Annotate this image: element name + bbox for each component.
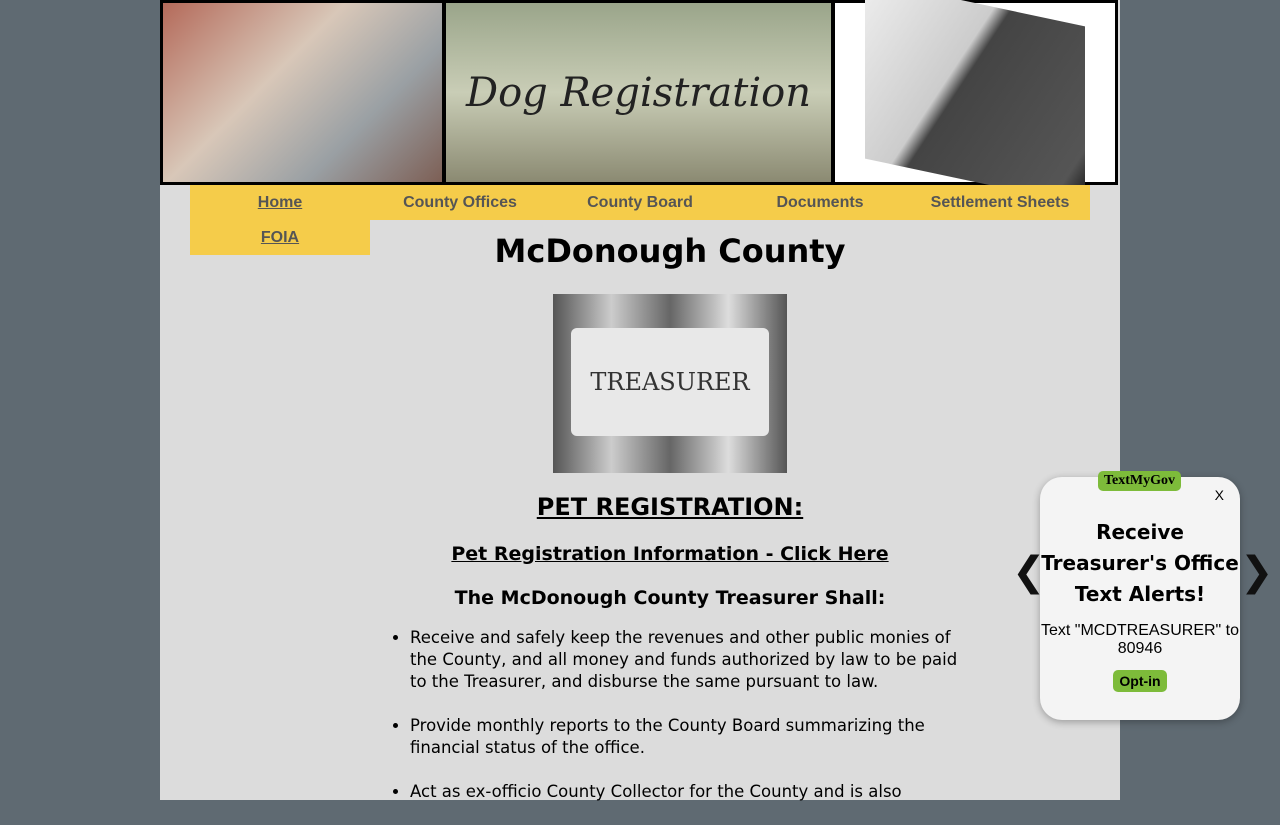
popup-text: Text "MCDTREASURER" to 80946 [1040, 622, 1240, 657]
pet-registration-link[interactable]: Pet Registration Information - Click Here [451, 543, 889, 565]
dog-registration-text: Dog Registration [466, 69, 811, 116]
next-arrow-icon[interactable]: ❯ [1240, 549, 1274, 595]
nav-county-board[interactable]: County Board [550, 185, 730, 220]
list-item: • Provide monthly reports to the County Board summarizing the financial status of the office. [410, 715, 960, 759]
house-calculator-image [163, 3, 442, 182]
close-button[interactable]: X [1214, 487, 1224, 503]
nav-home[interactable]: Home [190, 185, 370, 220]
nav-county-offices[interactable]: County Offices [370, 185, 550, 220]
pet-registration-heading: PET REGISTRATION: [536, 493, 804, 521]
main-content [380, 230, 960, 825]
treasurer-plaque-image [553, 294, 787, 473]
page [160, 0, 1120, 800]
duties-list [410, 627, 960, 803]
nav-foia[interactable]: FOIA [190, 220, 370, 255]
list-item: • Receive and safely keep the revenues and other public monies of the County, and all money and funds authorized by law to be paid to the Treasurer, and disburse the same pursuant to law. [410, 627, 960, 693]
popup-title: Receive Treasurer's Office Text Alerts! [1041, 520, 1239, 606]
ledger-book-image [835, 3, 1115, 182]
list-item: • Act as ex-officio County Collector for the County and is also [410, 781, 960, 803]
header-banner [160, 0, 1118, 185]
treasurer-plaque-text: TREASURER [571, 328, 769, 436]
prev-arrow-icon[interactable]: ❮ [1012, 549, 1046, 595]
nav-documents[interactable]: Documents [730, 185, 910, 220]
textmygov-logo: TextMyGov [1098, 471, 1181, 491]
page-title: McDonough County [494, 232, 846, 270]
nav-settlement-sheets[interactable]: Settlement Sheets [910, 185, 1090, 220]
text-alert-popup [1040, 473, 1240, 720]
dog-registration-image [446, 3, 831, 182]
opt-in-button[interactable]: Opt-in [1113, 670, 1166, 692]
duties-heading: The McDonough County Treasurer Shall: [454, 587, 886, 609]
